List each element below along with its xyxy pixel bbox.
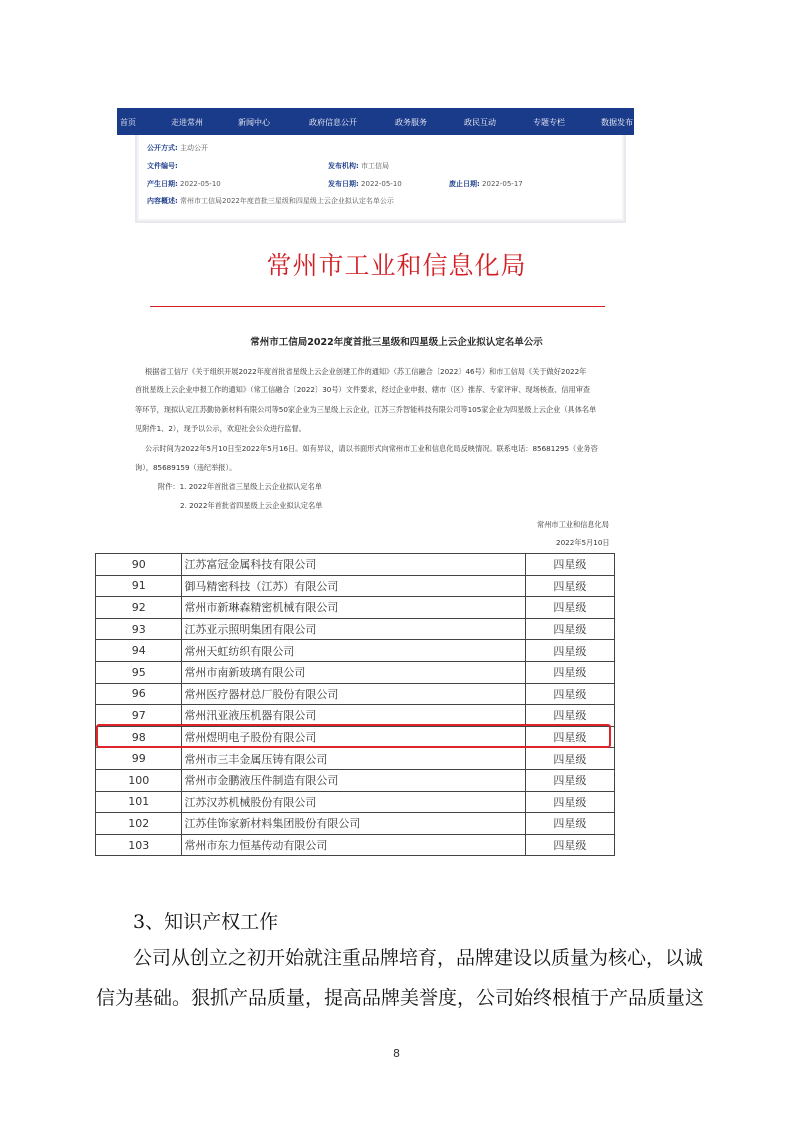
meta-value: 2022-05-10	[180, 180, 221, 188]
body-line: 信为基础。狠抓产品质量，提高品牌美誉度，公司始终根植于产品质量这	[96, 987, 705, 1009]
nav-item-topics[interactable]: 专题专栏	[533, 118, 565, 127]
highlight-box	[96, 724, 611, 748]
company-name: 常州市新琳森精密机械有限公司	[182, 597, 525, 619]
meta-org	[328, 161, 389, 171]
company-name: 江苏富冠金属科技有限公司	[182, 554, 525, 576]
meta-open-mode	[147, 143, 208, 153]
table-row	[96, 705, 615, 727]
meta-published	[328, 179, 402, 189]
meta-value: 2022-05-10	[361, 180, 402, 188]
row-number: 99	[96, 748, 182, 770]
meta-key: 废止日期:	[449, 180, 480, 188]
row-number: 94	[96, 640, 182, 662]
star-level: 四星级	[525, 813, 614, 835]
body-line: 公司从创立之初开始就注重品牌培育，品牌建设以质量为核心，以诚	[133, 947, 704, 969]
nav-item-about[interactable]: 走进常州	[171, 118, 203, 127]
star-level: 四星级	[525, 834, 614, 856]
row-number: 103	[96, 834, 182, 856]
company-name: 常州天虹纺织有限公司	[182, 640, 525, 662]
meta-key: 内容概述:	[147, 197, 178, 205]
meta-key: 文件编号:	[147, 162, 178, 170]
signature-org: 常州市工业和信息化局	[537, 520, 609, 529]
meta-key: 公开方式:	[147, 144, 178, 152]
star-level: 四星级	[525, 683, 614, 705]
attachment-line-2[interactable]: 2. 2022年首批省四星级上云企业拟认定名单	[180, 501, 323, 510]
nav-item-news[interactable]: 新闻中心	[238, 118, 270, 127]
star-level: 四星级	[525, 748, 614, 770]
meta-value: 2022-05-17	[482, 180, 523, 188]
nav-item-data[interactable]: 数据发布	[601, 118, 633, 127]
page-number: 8	[393, 1047, 400, 1060]
company-name: 江苏佳饰家新材料集团股份有限公司	[182, 813, 525, 835]
notice-line: 首批星级上云企业申报工作的通知》（常工信融合〔2022〕30号）文件要求，经过企业申报、辖市（区）推荐、专家评审、现场核查、信用审查	[135, 385, 591, 394]
table-row	[96, 554, 615, 576]
table-row	[96, 791, 615, 813]
enterprise-table	[95, 553, 615, 856]
section-heading: 3、知识产权工作	[133, 911, 279, 933]
company-name: 常州煜明电子股份有限公司	[182, 726, 525, 748]
site-nav-bar	[117, 108, 634, 135]
star-level: 四星级	[525, 705, 614, 727]
row-number: 98	[96, 726, 182, 748]
meta-value: 常州市工信局2022年度首批三星级和四星级上云企业拟认定名单公示	[180, 197, 394, 205]
nav-item-home[interactable]: 首页	[120, 118, 136, 127]
signature-date: 2022年5月10日	[556, 538, 610, 547]
row-number: 97	[96, 705, 182, 727]
nav-item-interaction[interactable]: 政民互动	[464, 118, 496, 127]
star-level: 四星级	[525, 554, 614, 576]
notice-line: 根据省工信厅《关于组织开展2022年度首批省星级上云企业创建工作的通知》（苏工信融合〔2022〕46号）和市工信局《关于做好2022年	[145, 367, 587, 376]
company-name: 常州市东力恒基传动有限公司	[182, 834, 525, 856]
nav-item-gov-info[interactable]: 政府信息公开	[309, 118, 357, 127]
notice-title: 常州市工信局2022年度首批三星级和四星级上云企业拟认定名单公示	[250, 337, 543, 348]
notice-line: 询），85689159（违纪举报）。	[135, 463, 237, 472]
company-name: 常州市南新玻璃有限公司	[182, 661, 525, 683]
row-number: 100	[96, 769, 182, 791]
meta-doc-no	[147, 161, 178, 171]
meta-summary	[147, 196, 394, 206]
meta-key: 发布日期:	[328, 180, 359, 188]
table-row	[96, 575, 615, 597]
table-row	[96, 618, 615, 640]
table-row	[96, 769, 615, 791]
star-level: 四星级	[525, 661, 614, 683]
meta-key: 产生日期:	[147, 180, 178, 188]
star-level: 四星级	[525, 618, 614, 640]
company-name: 常州医疗器材总厂股份有限公司	[182, 683, 525, 705]
table-row	[96, 640, 615, 662]
star-level: 四星级	[525, 575, 614, 597]
row-number: 102	[96, 813, 182, 835]
meta-value: 市工信局	[361, 162, 390, 170]
doc-metadata-box	[135, 135, 626, 223]
star-level: 四星级	[525, 726, 614, 748]
star-level: 四星级	[525, 791, 614, 813]
table-row	[96, 813, 615, 835]
star-level: 四星级	[525, 597, 614, 619]
company-name: 江苏汉苏机械股份有限公司	[182, 791, 525, 813]
company-name: 常州汛亚液压机器有限公司	[182, 705, 525, 727]
company-name: 常州市三丰金属压铸有限公司	[182, 748, 525, 770]
meta-created	[147, 179, 221, 189]
row-number: 95	[96, 661, 182, 683]
star-level: 四星级	[525, 769, 614, 791]
notice-line: 见附件1、2），现予以公示，欢迎社会公众进行监督。	[135, 424, 306, 433]
row-number: 91	[96, 575, 182, 597]
meta-key: 发布机构:	[328, 162, 359, 170]
row-number: 92	[96, 597, 182, 619]
letterhead-title: 常州市工业和信息化局	[266, 251, 527, 280]
company-name: 御马精密科技（江苏）有限公司	[182, 575, 525, 597]
notice-line: 等环节，现拟认定江苏勤协新材料有限公司等50家企业为三星级上云企业，江苏三乔智能科技有限公司等105家企业为四星级上云企业（具体名单	[135, 405, 597, 414]
table-row	[96, 683, 615, 705]
table-row	[96, 597, 615, 619]
notice-line: 公示时间为2022年5月10日至2022年5月16日。如有异议，请以书面形式向常州市工业和信息化局反映情况。联系电话：85681295（业务咨	[145, 444, 598, 453]
row-number: 96	[96, 683, 182, 705]
row-number: 90	[96, 554, 182, 576]
nav-item-services[interactable]: 政务服务	[395, 118, 427, 127]
meta-value: 主动公开	[180, 144, 209, 152]
company-name: 江苏亚示照明集团有限公司	[182, 618, 525, 640]
row-number: 93	[96, 618, 182, 640]
table-row	[96, 748, 615, 770]
row-number: 101	[96, 791, 182, 813]
table-row	[96, 834, 615, 856]
meta-end	[449, 179, 523, 189]
letterhead-divider	[150, 306, 605, 307]
company-name: 常州市金鹏液压件制造有限公司	[182, 769, 525, 791]
table-row	[96, 661, 615, 683]
star-level: 四星级	[525, 640, 614, 662]
attachment-line-1[interactable]: 附件：1. 2022年首批省三星级上云企业拟认定名单	[158, 482, 322, 491]
